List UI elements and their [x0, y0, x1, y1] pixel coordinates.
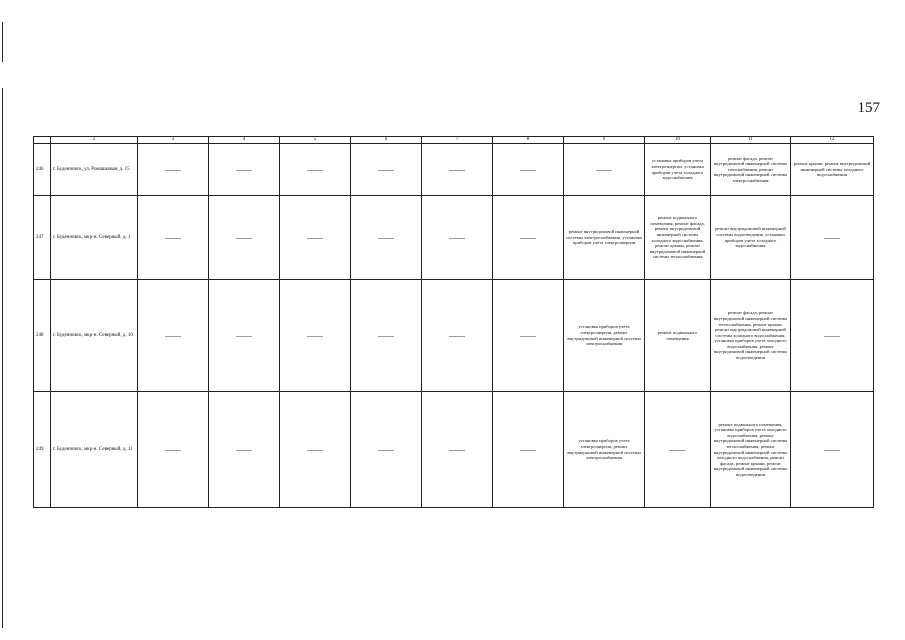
- column-header: 4: [209, 137, 280, 144]
- cell-col3: ——: [138, 280, 209, 392]
- repair-schedule-table: [33, 136, 874, 508]
- row-number: 247: [34, 196, 51, 280]
- page-number: 157: [857, 100, 880, 116]
- cell-col9: установка приборов учета электроэнергии, ремонт внутридомовой инженерной системы электроснабжения: [564, 280, 645, 392]
- cell-col3: ——: [138, 392, 209, 508]
- table-row: [34, 144, 874, 196]
- cell-col6: ——: [351, 280, 422, 392]
- column-number-row: [34, 137, 874, 144]
- cell-col12: ——: [791, 392, 874, 508]
- cell-col12: ——: [791, 280, 874, 392]
- cell-col12: ремонт крыши, ремонт внутридомовой инженерной системы холодного водоснабжения: [791, 144, 874, 196]
- cell-col9: ——: [564, 144, 645, 196]
- cell-col4: ——: [209, 144, 280, 196]
- cell-col3: ——: [138, 196, 209, 280]
- cell-col11: ремонт фасада, ремонт внутридомовой инженерной системы газоснабжения, ремонт внутридомовой инженерной системы электроснабжения: [711, 144, 791, 196]
- column-header: 12: [791, 137, 874, 144]
- cell-col3: ——: [138, 144, 209, 196]
- cell-col5: ——: [280, 144, 351, 196]
- column-header: 8: [493, 137, 564, 144]
- table-row: [34, 196, 874, 280]
- cell-col4: ——: [209, 280, 280, 392]
- column-header: [34, 137, 51, 144]
- table-row: [34, 280, 874, 392]
- row-number: 246: [34, 144, 51, 196]
- cell-col4: ——: [209, 196, 280, 280]
- column-header: 9: [564, 137, 645, 144]
- cell-col11: ремонт внутридомовой инженерной системы водоотведения, установка приборов учета холодного водоснабжения: [711, 196, 791, 280]
- column-header: 2: [51, 137, 138, 144]
- cell-col11: ремонт фасада, ремонт внутридомовой инженерной системы теплоснабжения, ремонт крыши, ремонт внутридомовой инженерной системы холодного водоснабжения, установка приборов учета холодного водоснабжения, ремонт внутридомовой инженерной системы водоотведения: [711, 280, 791, 392]
- cell-col8: ——: [493, 392, 564, 508]
- column-header: 6: [351, 137, 422, 144]
- cell-col5: ——: [280, 392, 351, 508]
- column-header: 7: [422, 137, 493, 144]
- row-number: 248: [34, 280, 51, 392]
- cell-col7: ——: [422, 196, 493, 280]
- table-row: [34, 392, 874, 508]
- cell-col8: ——: [493, 196, 564, 280]
- page-edge-mark-top: [2, 22, 3, 62]
- row-address: г. Буденновск, мкр-н. Северный, д. 1: [51, 196, 138, 280]
- cell-col10: установка приборов учета электроэнергии, установка приборов учета холодного водоснабжения: [645, 144, 711, 196]
- column-header: 3: [138, 137, 209, 144]
- cell-col6: ——: [351, 196, 422, 280]
- cell-col11: ремонт подвального помещения, установка приборов учета холодного водоснабжения, ремонт внутридомовой инженерной системы теплоснабжения, ремонт внутридомовой инженерной системы холодного водоснабжения, ремонт фасада, ремонт крыши, ремонт внутридомовой инженерной системы водоотведения: [711, 392, 791, 508]
- cell-col8: ——: [493, 144, 564, 196]
- row-address: г. Буденновск, мкр-н. Северный, д. 11: [51, 392, 138, 508]
- column-header: 5: [280, 137, 351, 144]
- row-number: 249: [34, 392, 51, 508]
- cell-col12: ——: [791, 196, 874, 280]
- cell-col10: ремонт подвального помещения: [645, 280, 711, 392]
- cell-col9: установка приборов учета электроэнергии, ремонт внутридомовой инженерной системы электроснабжения: [564, 392, 645, 508]
- cell-col6: ——: [351, 392, 422, 508]
- column-header: 10: [645, 137, 711, 144]
- cell-col7: ——: [422, 392, 493, 508]
- page-edge-mark-bottom: [2, 88, 3, 628]
- row-address: г. Буденновск, мкр-н. Северный, д. 10: [51, 280, 138, 392]
- cell-col7: ——: [422, 280, 493, 392]
- cell-col10: ——: [645, 392, 711, 508]
- cell-col6: ——: [351, 144, 422, 196]
- cell-col8: ——: [493, 280, 564, 392]
- cell-col5: ——: [280, 280, 351, 392]
- column-header: 11: [711, 137, 791, 144]
- cell-col5: ——: [280, 196, 351, 280]
- cell-col7: ——: [422, 144, 493, 196]
- cell-col10: ремонт подвального помещения, ремонт фасада, ремонт внутридомовой инженерной системы холодного водоснабжения, ремонт крыши, ремонт внутридомовой инженерной системы теплоснабжения: [645, 196, 711, 280]
- cell-col4: ——: [209, 392, 280, 508]
- row-address: г. Буденновск, ул. Ромашковая, д. 15: [51, 144, 138, 196]
- cell-col9: ремонт внутридомовой инженерной системы электроснабжения, установка приборов учета электроэнергии: [564, 196, 645, 280]
